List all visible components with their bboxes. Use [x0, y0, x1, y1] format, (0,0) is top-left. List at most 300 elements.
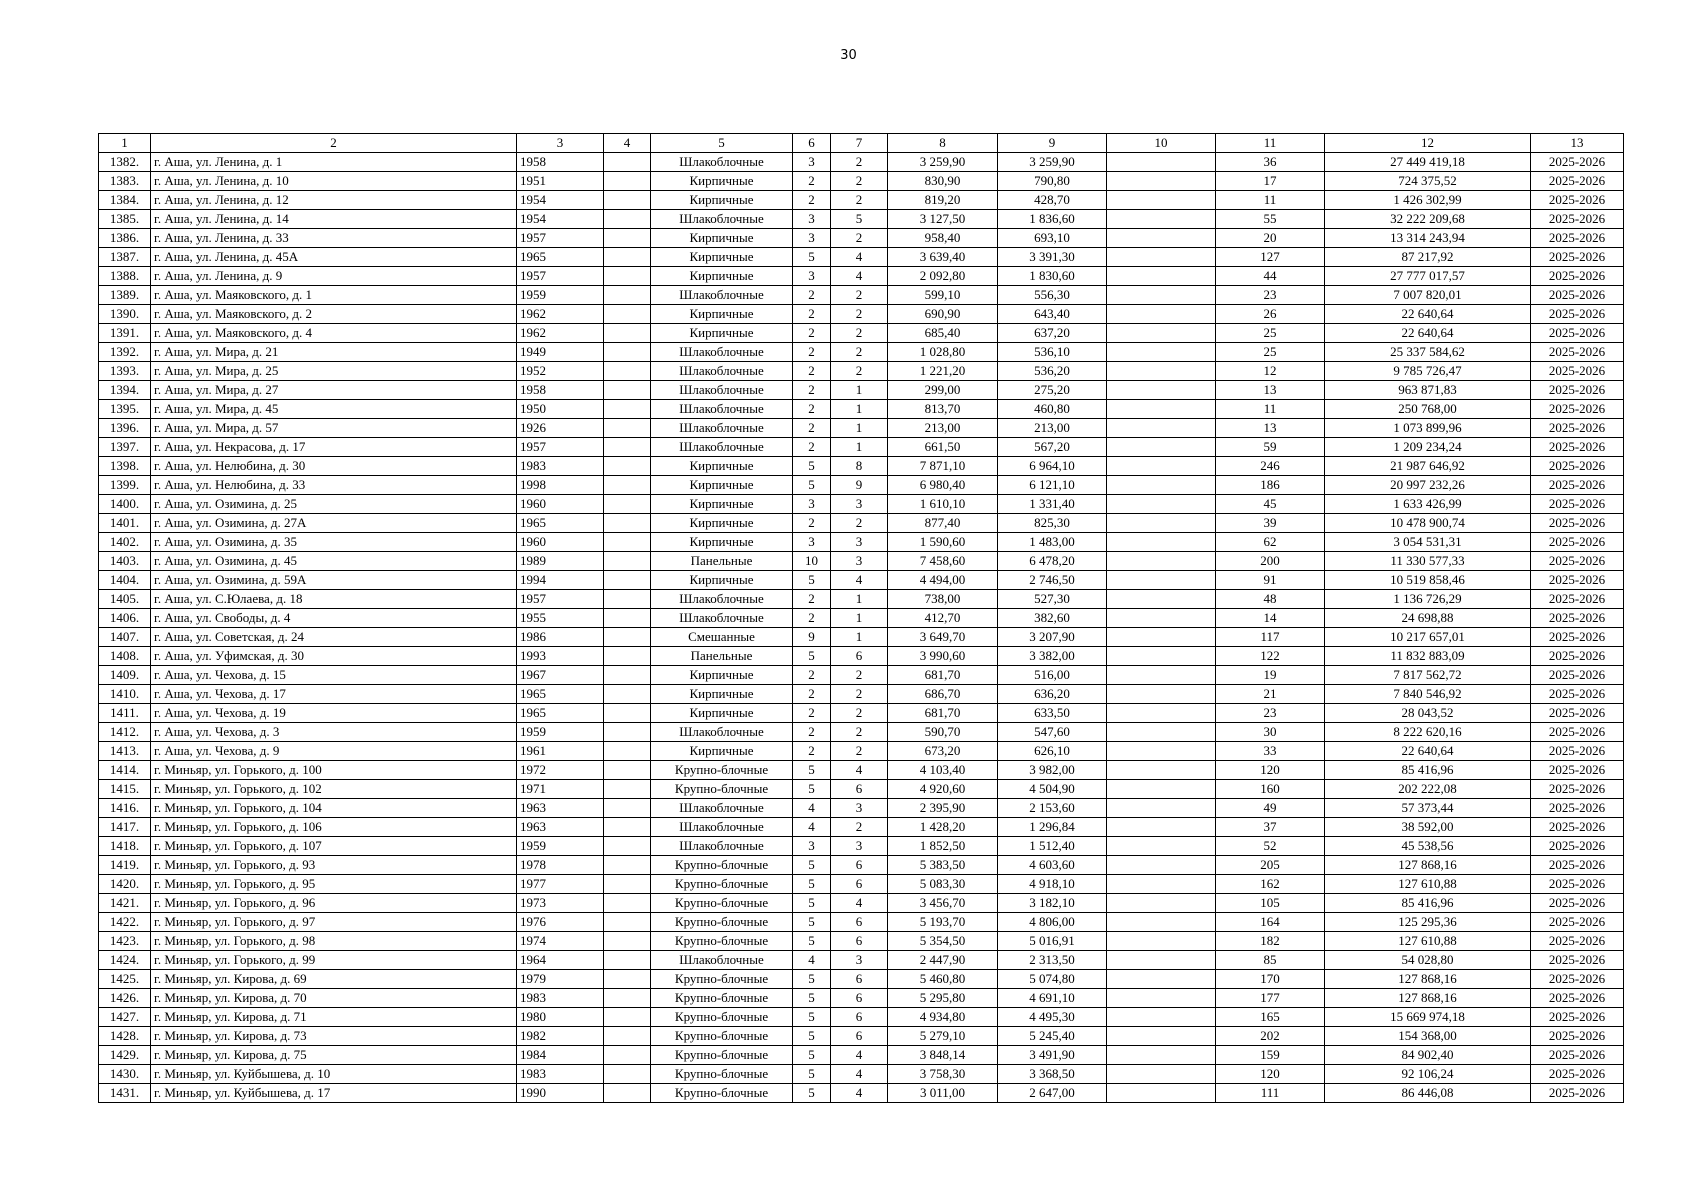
table-cell-col-1: 1388. [99, 267, 151, 286]
table-row [99, 875, 1624, 894]
table-row [99, 685, 1624, 704]
table-cell-col-1: 1424. [99, 951, 151, 970]
table-cell-col-6: 5 [793, 476, 831, 495]
table-cell-col-10 [1107, 609, 1216, 628]
table-cell-col-10 [1107, 267, 1216, 286]
table-cell-col-10 [1107, 210, 1216, 229]
table-cell-col-12: 45 538,56 [1325, 837, 1531, 856]
table-cell-col-3: 1973 [517, 894, 604, 913]
table-cell-col-5: Крупно-блочные [651, 780, 793, 799]
table-cell-col-4 [604, 875, 651, 894]
table-cell-col-10 [1107, 533, 1216, 552]
table-cell-col-4 [604, 723, 651, 742]
table-cell-col-7: 2 [831, 723, 888, 742]
table-cell-col-2: г. Аша, ул. Мира, д. 21 [151, 343, 517, 362]
table-cell-col-13: 2025-2026 [1531, 514, 1624, 533]
column-header-1: 1 [99, 134, 151, 153]
table-cell-col-11: 17 [1216, 172, 1325, 191]
table-cell-col-2: г. Аша, ул. Уфимская, д. 30 [151, 647, 517, 666]
table-cell-col-12: 1 633 426,99 [1325, 495, 1531, 514]
table-cell-col-8: 412,70 [888, 609, 998, 628]
table-cell-col-12: 10 217 657,01 [1325, 628, 1531, 647]
table-cell-col-13: 2025-2026 [1531, 438, 1624, 457]
table-cell-col-3: 1986 [517, 628, 604, 647]
table-cell-col-5: Кирпичные [651, 685, 793, 704]
table-cell-col-6: 2 [793, 343, 831, 362]
table-cell-col-13: 2025-2026 [1531, 666, 1624, 685]
column-header-12: 12 [1325, 134, 1531, 153]
table-cell-col-8: 3 758,30 [888, 1065, 998, 1084]
table-cell-col-12: 125 295,36 [1325, 913, 1531, 932]
table-cell-col-4 [604, 704, 651, 723]
table-cell-col-13: 2025-2026 [1531, 476, 1624, 495]
table-row [99, 932, 1624, 951]
table-cell-col-5: Кирпичные [651, 267, 793, 286]
table-row [99, 191, 1624, 210]
table-cell-col-8: 2 092,80 [888, 267, 998, 286]
table-cell-col-6: 3 [793, 153, 831, 172]
table-cell-col-5: Шлакоблочные [651, 381, 793, 400]
table-cell-col-9: 1 296,84 [998, 818, 1107, 837]
table-cell-col-6: 2 [793, 172, 831, 191]
table-cell-col-12: 963 871,83 [1325, 381, 1531, 400]
table-cell-col-11: 25 [1216, 343, 1325, 362]
table-cell-col-2: г. Аша, ул. Ленина, д. 9 [151, 267, 517, 286]
table-cell-col-8: 3 848,14 [888, 1046, 998, 1065]
table-cell-col-5: Кирпичные [651, 571, 793, 590]
table-cell-col-2: г. Миньяр, ул. Горького, д. 98 [151, 932, 517, 951]
table-cell-col-7: 2 [831, 514, 888, 533]
table-cell-col-4 [604, 191, 651, 210]
column-header-2: 2 [151, 134, 517, 153]
table-cell-col-8: 1 428,20 [888, 818, 998, 837]
table-cell-col-9: 4 806,00 [998, 913, 1107, 932]
table-cell-col-7: 3 [831, 799, 888, 818]
table-cell-col-10 [1107, 894, 1216, 913]
table-cell-col-1: 1384. [99, 191, 151, 210]
table-cell-col-6: 5 [793, 1027, 831, 1046]
table-cell-col-5: Крупно-блочные [651, 1046, 793, 1065]
table-cell-col-3: 1990 [517, 1084, 604, 1103]
table-cell-col-13: 2025-2026 [1531, 210, 1624, 229]
column-header-9: 9 [998, 134, 1107, 153]
table-cell-col-12: 28 043,52 [1325, 704, 1531, 723]
table-cell-col-13: 2025-2026 [1531, 628, 1624, 647]
table-cell-col-4 [604, 1046, 651, 1065]
table-cell-col-4 [604, 495, 651, 514]
table-cell-col-11: 91 [1216, 571, 1325, 590]
table-cell-col-10 [1107, 856, 1216, 875]
table-cell-col-9: 626,10 [998, 742, 1107, 761]
table-cell-col-2: г. Аша, ул. Ленина, д. 1 [151, 153, 517, 172]
table-cell-col-10 [1107, 628, 1216, 647]
table-cell-col-9: 3 491,90 [998, 1046, 1107, 1065]
table-cell-col-10 [1107, 153, 1216, 172]
table-cell-col-1: 1414. [99, 761, 151, 780]
table-cell-col-3: 1989 [517, 552, 604, 571]
table-row [99, 1008, 1624, 1027]
table-cell-col-12: 22 640,64 [1325, 305, 1531, 324]
table-cell-col-2: г. Аша, ул. Ленина, д. 33 [151, 229, 517, 248]
table-cell-col-9: 428,70 [998, 191, 1107, 210]
table-cell-col-8: 4 103,40 [888, 761, 998, 780]
table-cell-col-7: 4 [831, 1084, 888, 1103]
table-row [99, 723, 1624, 742]
table-cell-col-5: Кирпичные [651, 248, 793, 267]
table-cell-col-11: 200 [1216, 552, 1325, 571]
table-cell-col-3: 1998 [517, 476, 604, 495]
table-cell-col-4 [604, 248, 651, 267]
table-row [99, 438, 1624, 457]
table-cell-col-8: 813,70 [888, 400, 998, 419]
table-row [99, 419, 1624, 438]
table-cell-col-11: 59 [1216, 438, 1325, 457]
table-cell-col-7: 6 [831, 780, 888, 799]
table-cell-col-7: 3 [831, 951, 888, 970]
table-cell-col-8: 5 460,80 [888, 970, 998, 989]
table-cell-col-4 [604, 913, 651, 932]
table-cell-col-13: 2025-2026 [1531, 191, 1624, 210]
table-cell-col-10 [1107, 1008, 1216, 1027]
table-cell-col-3: 1952 [517, 362, 604, 381]
table-cell-col-10 [1107, 590, 1216, 609]
table-cell-col-2: г. Аша, ул. Маяковского, д. 1 [151, 286, 517, 305]
table-cell-col-3: 1959 [517, 286, 604, 305]
table-cell-col-9: 527,30 [998, 590, 1107, 609]
table-cell-col-4 [604, 153, 651, 172]
table-cell-col-9: 633,50 [998, 704, 1107, 723]
table-cell-col-12: 85 416,96 [1325, 761, 1531, 780]
table-row [99, 799, 1624, 818]
table-cell-col-6: 5 [793, 875, 831, 894]
table-cell-col-9: 4 918,10 [998, 875, 1107, 894]
table-cell-col-13: 2025-2026 [1531, 495, 1624, 514]
table-cell-col-5: Шлакоблочные [651, 799, 793, 818]
table-cell-col-10 [1107, 305, 1216, 324]
table-cell-col-6: 2 [793, 419, 831, 438]
table-cell-col-10 [1107, 172, 1216, 191]
table-cell-col-5: Крупно-блочные [651, 1027, 793, 1046]
table-cell-col-2: г. Аша, ул. Маяковского, д. 4 [151, 324, 517, 343]
table-cell-col-11: 85 [1216, 951, 1325, 970]
table-cell-col-10 [1107, 932, 1216, 951]
table-cell-col-8: 5 193,70 [888, 913, 998, 932]
table-row [99, 400, 1624, 419]
table-cell-col-8: 2 395,90 [888, 799, 998, 818]
table-cell-col-12: 22 640,64 [1325, 324, 1531, 343]
table-cell-col-8: 3 259,90 [888, 153, 998, 172]
table-cell-col-11: 44 [1216, 267, 1325, 286]
table-cell-col-13: 2025-2026 [1531, 400, 1624, 419]
table-cell-col-4 [604, 400, 651, 419]
table-cell-col-7: 2 [831, 704, 888, 723]
table-cell-col-1: 1387. [99, 248, 151, 267]
table-cell-col-7: 3 [831, 552, 888, 571]
table-cell-col-12: 127 868,16 [1325, 856, 1531, 875]
table-cell-col-6: 2 [793, 381, 831, 400]
table-cell-col-4 [604, 1008, 651, 1027]
table-cell-col-8: 1 590,60 [888, 533, 998, 552]
table-cell-col-1: 1412. [99, 723, 151, 742]
table-cell-col-1: 1400. [99, 495, 151, 514]
table-row [99, 305, 1624, 324]
table-cell-col-6: 9 [793, 628, 831, 647]
table-cell-col-7: 6 [831, 875, 888, 894]
table-cell-col-4 [604, 267, 651, 286]
table-cell-col-9: 567,20 [998, 438, 1107, 457]
table-cell-col-4 [604, 647, 651, 666]
table-cell-col-3: 1949 [517, 343, 604, 362]
table-cell-col-8: 4 934,80 [888, 1008, 998, 1027]
table-cell-col-4 [604, 172, 651, 191]
table-cell-col-5: Шлакоблочные [651, 362, 793, 381]
table-cell-col-11: 127 [1216, 248, 1325, 267]
table-cell-col-1: 1413. [99, 742, 151, 761]
table-cell-col-7: 4 [831, 267, 888, 286]
table-cell-col-5: Крупно-блочные [651, 970, 793, 989]
table-cell-col-4 [604, 932, 651, 951]
table-cell-col-13: 2025-2026 [1531, 552, 1624, 571]
table-cell-col-4 [604, 1065, 651, 1084]
table-cell-col-10 [1107, 761, 1216, 780]
table-row [99, 989, 1624, 1008]
table-cell-col-12: 11 832 883,09 [1325, 647, 1531, 666]
table-cell-col-3: 1955 [517, 609, 604, 628]
table-cell-col-3: 1972 [517, 761, 604, 780]
table-cell-col-2: г. Миньяр, ул. Горького, д. 106 [151, 818, 517, 837]
table-cell-col-8: 5 383,50 [888, 856, 998, 875]
table-cell-col-12: 92 106,24 [1325, 1065, 1531, 1084]
table-cell-col-4 [604, 552, 651, 571]
table-cell-col-13: 2025-2026 [1531, 723, 1624, 742]
table-cell-col-11: 48 [1216, 590, 1325, 609]
table-cell-col-8: 1 610,10 [888, 495, 998, 514]
table-cell-col-2: г. Миньяр, ул. Горького, д. 96 [151, 894, 517, 913]
table-cell-col-13: 2025-2026 [1531, 153, 1624, 172]
table-cell-col-7: 6 [831, 970, 888, 989]
table-cell-col-5: Шлакоблочные [651, 153, 793, 172]
table-cell-col-3: 1950 [517, 400, 604, 419]
table-cell-col-7: 2 [831, 685, 888, 704]
table-cell-col-10 [1107, 438, 1216, 457]
table-cell-col-13: 2025-2026 [1531, 685, 1624, 704]
table-cell-col-13: 2025-2026 [1531, 533, 1624, 552]
table-row [99, 210, 1624, 229]
table-cell-col-10 [1107, 1046, 1216, 1065]
table-cell-col-4 [604, 856, 651, 875]
table-cell-col-5: Кирпичные [651, 742, 793, 761]
table-cell-col-12: 57 373,44 [1325, 799, 1531, 818]
table-cell-col-8: 685,40 [888, 324, 998, 343]
table-cell-col-13: 2025-2026 [1531, 742, 1624, 761]
table-cell-col-8: 738,00 [888, 590, 998, 609]
table-cell-col-10 [1107, 400, 1216, 419]
table-cell-col-11: 13 [1216, 381, 1325, 400]
table-cell-col-13: 2025-2026 [1531, 609, 1624, 628]
table-cell-col-8: 5 354,50 [888, 932, 998, 951]
table-cell-col-2: г. Миньяр, ул. Горького, д. 95 [151, 875, 517, 894]
table-cell-col-12: 85 416,96 [1325, 894, 1531, 913]
table-cell-col-6: 5 [793, 932, 831, 951]
table-cell-col-1: 1429. [99, 1046, 151, 1065]
table-cell-col-7: 2 [831, 229, 888, 248]
table-cell-col-12: 127 868,16 [1325, 989, 1531, 1008]
table-cell-col-3: 1962 [517, 305, 604, 324]
table-cell-col-8: 7 458,60 [888, 552, 998, 571]
table-cell-col-11: 117 [1216, 628, 1325, 647]
table-cell-col-7: 6 [831, 913, 888, 932]
table-cell-col-5: Крупно-блочные [651, 932, 793, 951]
table-cell-col-3: 1960 [517, 533, 604, 552]
table-cell-col-1: 1420. [99, 875, 151, 894]
table-cell-col-6: 2 [793, 362, 831, 381]
table-cell-col-1: 1408. [99, 647, 151, 666]
table-cell-col-6: 2 [793, 590, 831, 609]
table-cell-col-3: 1954 [517, 210, 604, 229]
table-cell-col-7: 4 [831, 894, 888, 913]
table-cell-col-4 [604, 818, 651, 837]
table-cell-col-7: 9 [831, 476, 888, 495]
table-cell-col-11: 37 [1216, 818, 1325, 837]
table-cell-col-12: 7 817 562,72 [1325, 666, 1531, 685]
table-cell-col-1: 1392. [99, 343, 151, 362]
table-cell-col-5: Шлакоблочные [651, 837, 793, 856]
table-cell-col-2: г. Аша, ул. С.Юлаева, д. 18 [151, 590, 517, 609]
table-cell-col-12: 7 840 546,92 [1325, 685, 1531, 704]
table-cell-col-11: 19 [1216, 666, 1325, 685]
table-cell-col-11: 182 [1216, 932, 1325, 951]
table-cell-col-11: 55 [1216, 210, 1325, 229]
table-cell-col-6: 5 [793, 856, 831, 875]
table-cell-col-11: 33 [1216, 742, 1325, 761]
table-cell-col-4 [604, 951, 651, 970]
table-cell-col-12: 127 610,88 [1325, 932, 1531, 951]
table-row [99, 894, 1624, 913]
table-cell-col-13: 2025-2026 [1531, 229, 1624, 248]
table-cell-col-12: 32 222 209,68 [1325, 210, 1531, 229]
table-cell-col-7: 4 [831, 248, 888, 267]
table-row [99, 780, 1624, 799]
table-cell-col-10 [1107, 989, 1216, 1008]
table-row [99, 856, 1624, 875]
table-cell-col-8: 6 980,40 [888, 476, 998, 495]
table-cell-col-13: 2025-2026 [1531, 286, 1624, 305]
table-cell-col-5: Кирпичные [651, 476, 793, 495]
table-cell-col-1: 1415. [99, 780, 151, 799]
table-cell-col-7: 5 [831, 210, 888, 229]
table-row [99, 742, 1624, 761]
column-header-4: 4 [604, 134, 651, 153]
table-cell-col-1: 1423. [99, 932, 151, 951]
table-cell-col-12: 127 610,88 [1325, 875, 1531, 894]
table-cell-col-3: 1983 [517, 457, 604, 476]
table-cell-col-11: 25 [1216, 324, 1325, 343]
table-cell-col-7: 1 [831, 419, 888, 438]
page-number: 30 [840, 48, 857, 63]
table-cell-col-5: Шлакоблочные [651, 590, 793, 609]
table-cell-col-1: 1399. [99, 476, 151, 495]
table-cell-col-10 [1107, 837, 1216, 856]
table-cell-col-3: 1979 [517, 970, 604, 989]
table-cell-col-13: 2025-2026 [1531, 894, 1624, 913]
table-cell-col-10 [1107, 799, 1216, 818]
table-row [99, 1046, 1624, 1065]
table-cell-col-6: 5 [793, 913, 831, 932]
table-row [99, 704, 1624, 723]
table-cell-col-10 [1107, 552, 1216, 571]
table-cell-col-9: 3 982,00 [998, 761, 1107, 780]
table-cell-col-11: 12 [1216, 362, 1325, 381]
table-cell-col-1: 1385. [99, 210, 151, 229]
table-cell-col-3: 1977 [517, 875, 604, 894]
table-cell-col-1: 1419. [99, 856, 151, 875]
table-cell-col-6: 2 [793, 609, 831, 628]
table-cell-col-2: г. Миньяр, ул. Куйбышева, д. 17 [151, 1084, 517, 1103]
table-cell-col-10 [1107, 913, 1216, 932]
table-cell-col-1: 1426. [99, 989, 151, 1008]
table-cell-col-1: 1402. [99, 533, 151, 552]
table-cell-col-11: 21 [1216, 685, 1325, 704]
table-cell-col-8: 681,70 [888, 704, 998, 723]
table-cell-col-7: 6 [831, 932, 888, 951]
table-cell-col-6: 2 [793, 191, 831, 210]
table-cell-col-4 [604, 1027, 651, 1046]
table-row [99, 476, 1624, 495]
table-cell-col-7: 2 [831, 666, 888, 685]
table-cell-col-8: 3 990,60 [888, 647, 998, 666]
table-cell-col-8: 5 083,30 [888, 875, 998, 894]
table-cell-col-2: г. Аша, ул. Советская, д. 24 [151, 628, 517, 647]
table-cell-col-9: 1 836,60 [998, 210, 1107, 229]
table-cell-col-6: 5 [793, 894, 831, 913]
table-cell-col-8: 599,10 [888, 286, 998, 305]
column-header-3: 3 [517, 134, 604, 153]
table-cell-col-5: Крупно-блочные [651, 1008, 793, 1027]
table-cell-col-1: 1401. [99, 514, 151, 533]
table-cell-col-1: 1427. [99, 1008, 151, 1027]
table-cell-col-11: 45 [1216, 495, 1325, 514]
table-cell-col-1: 1406. [99, 609, 151, 628]
table-cell-col-3: 1965 [517, 514, 604, 533]
table-cell-col-13: 2025-2026 [1531, 419, 1624, 438]
table-cell-col-2: г. Аша, ул. Чехова, д. 3 [151, 723, 517, 742]
table-cell-col-12: 27 449 419,18 [1325, 153, 1531, 172]
table-cell-col-9: 2 746,50 [998, 571, 1107, 590]
table-cell-col-12: 84 902,40 [1325, 1046, 1531, 1065]
table-cell-col-3: 1957 [517, 438, 604, 457]
table-cell-col-4 [604, 799, 651, 818]
table-cell-col-12: 154 368,00 [1325, 1027, 1531, 1046]
table-cell-col-2: г. Аша, ул. Озимина, д. 27А [151, 514, 517, 533]
table-cell-col-3: 1971 [517, 780, 604, 799]
table-cell-col-10 [1107, 723, 1216, 742]
table-cell-col-2: г. Аша, ул. Чехова, д. 15 [151, 666, 517, 685]
table-cell-col-12: 250 768,00 [1325, 400, 1531, 419]
table-cell-col-9: 3 182,10 [998, 894, 1107, 913]
table-cell-col-5: Кирпичные [651, 457, 793, 476]
table-cell-col-8: 4 494,00 [888, 571, 998, 590]
table-cell-col-10 [1107, 362, 1216, 381]
table-cell-col-5: Крупно-блочные [651, 894, 793, 913]
table-cell-col-5: Крупно-блочные [651, 856, 793, 875]
table-cell-col-13: 2025-2026 [1531, 837, 1624, 856]
table-cell-col-4 [604, 1084, 651, 1103]
table-cell-col-11: 160 [1216, 780, 1325, 799]
table-cell-col-6: 2 [793, 514, 831, 533]
table-cell-col-9: 3 382,00 [998, 647, 1107, 666]
table-cell-col-2: г. Аша, ул. Мира, д. 25 [151, 362, 517, 381]
table-cell-col-11: 205 [1216, 856, 1325, 875]
